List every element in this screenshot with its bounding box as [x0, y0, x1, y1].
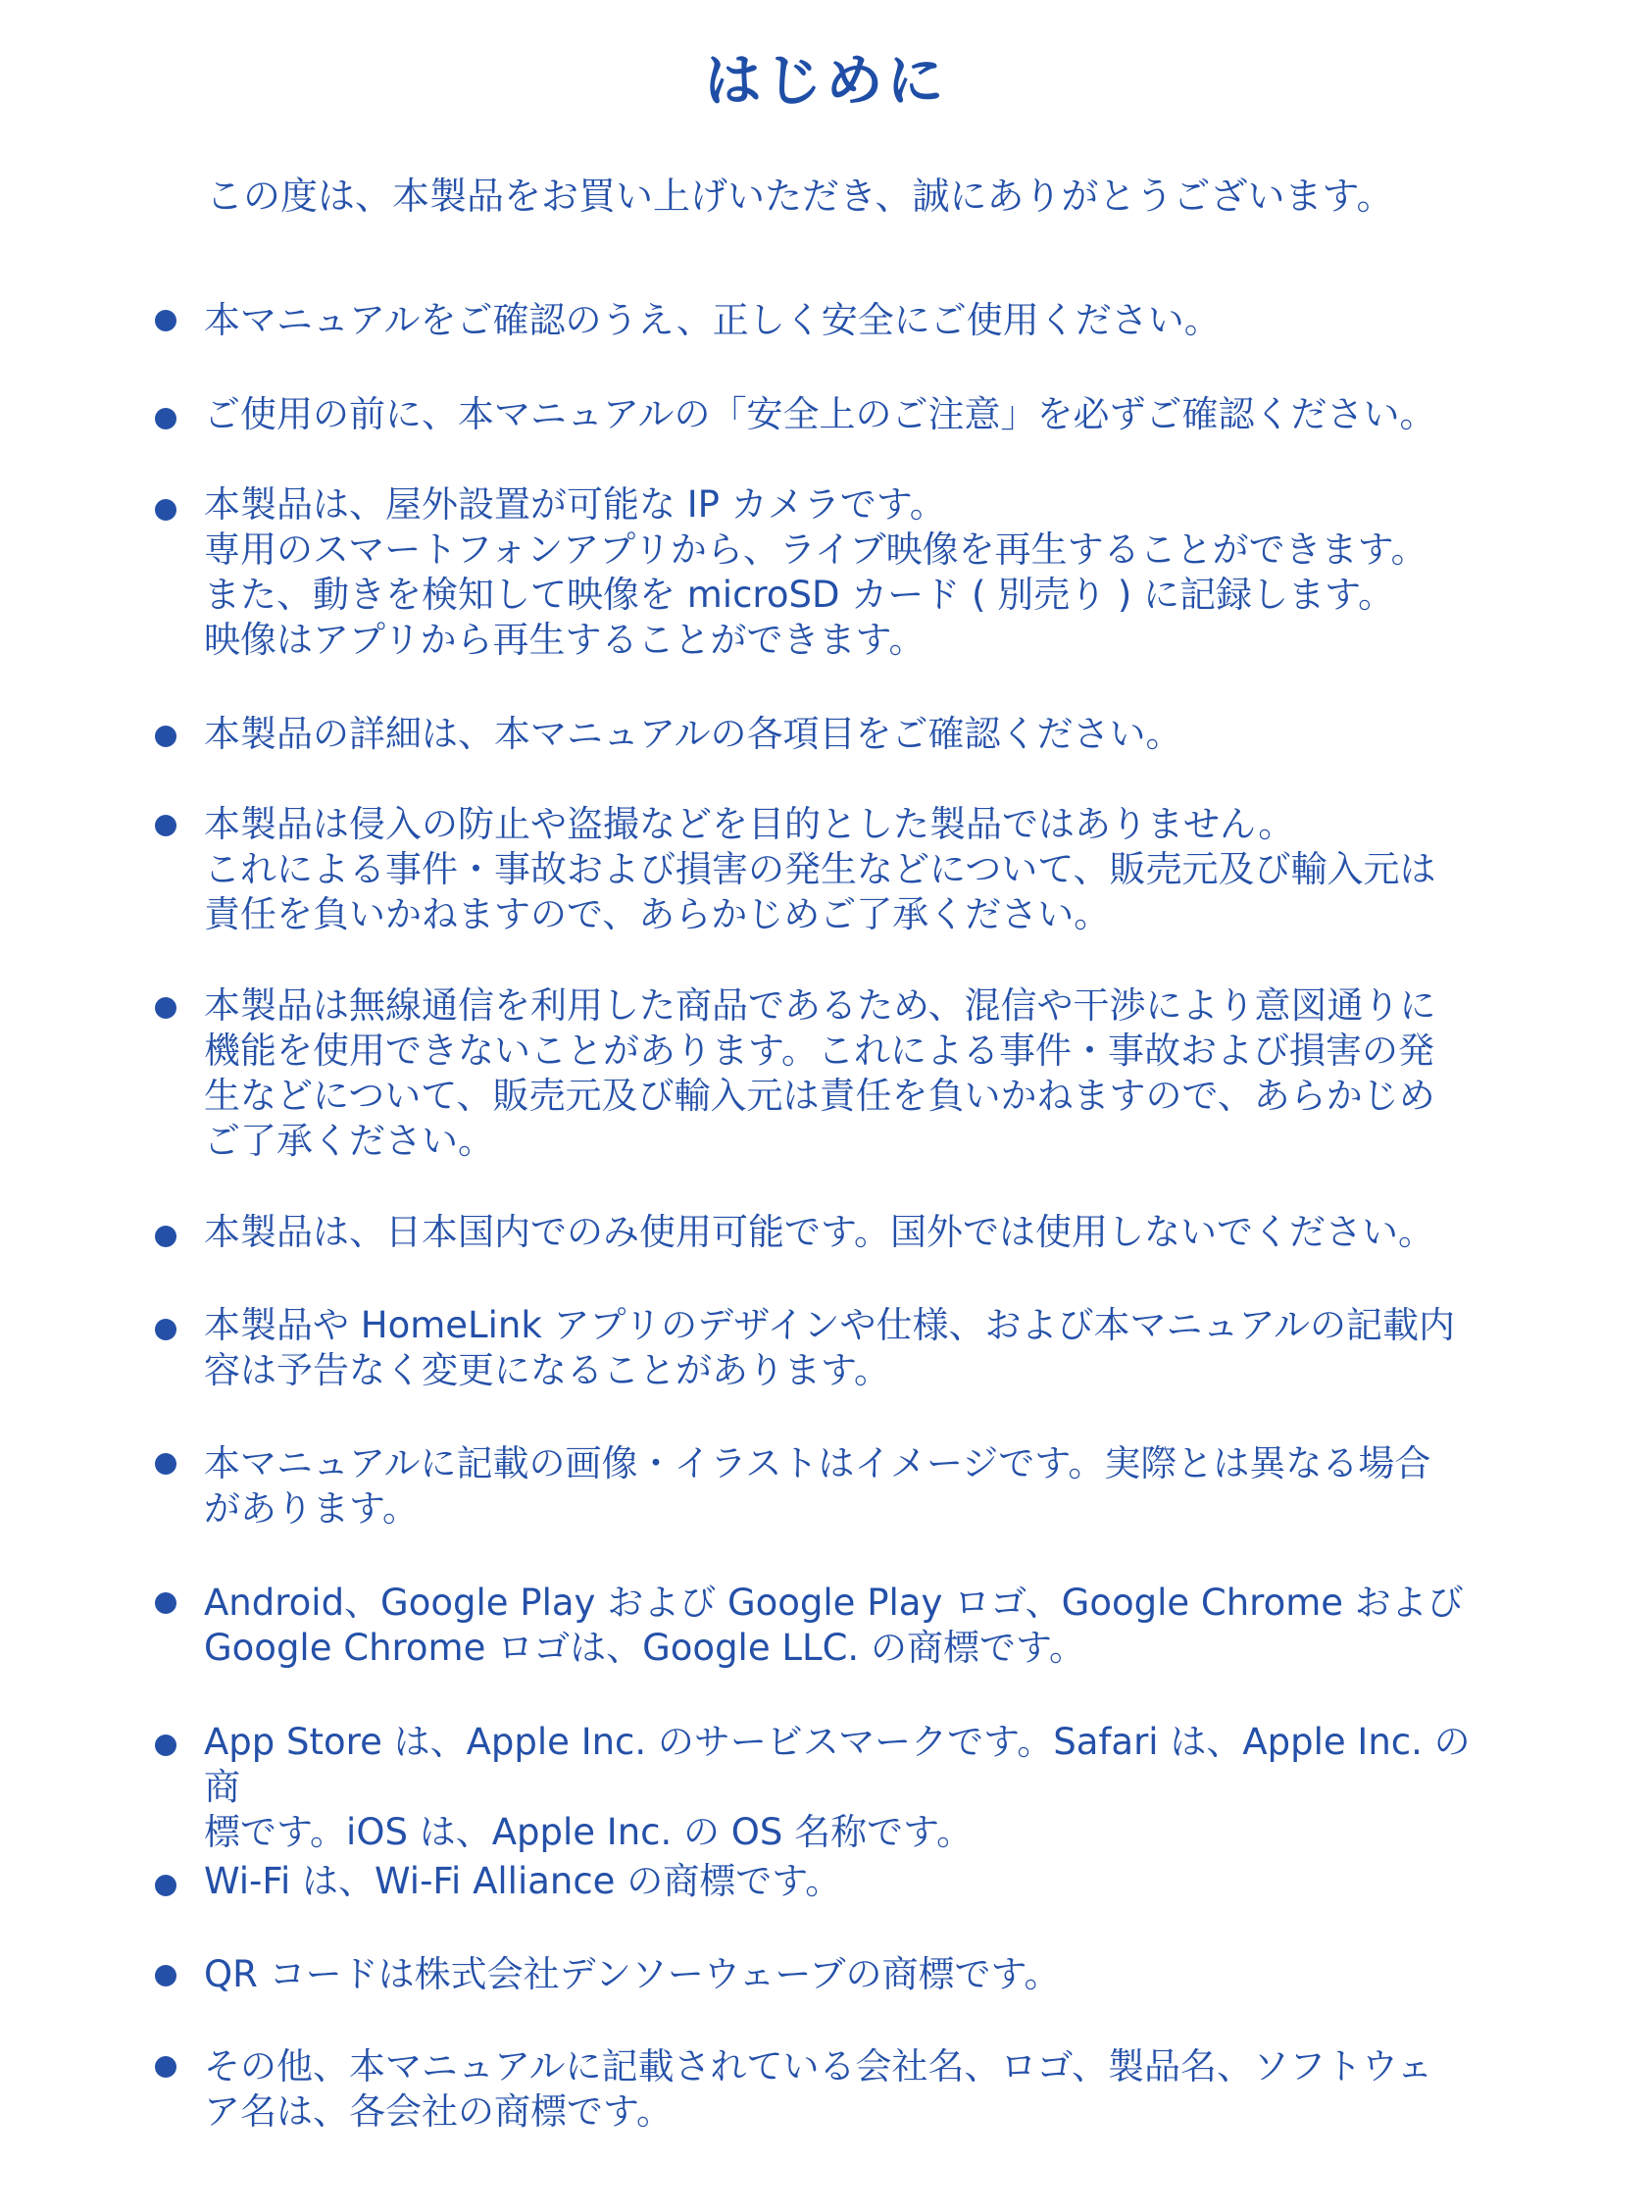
list-item-text: 本製品は侵入の防止や盗撮などを目的とした製品ではありません。 これによる事件・事故および損害の発生などについて、販売元及び輸入元は 責任を負いかねますので、あらかじめご了承ください。	[204, 803, 1436, 935]
list-item-text: ご使用の前に、本マニュアルの「安全上のご注意」を必ずご確認ください。	[204, 393, 1436, 435]
bullet-icon	[155, 310, 176, 331]
list-item-text: 本製品や HomeLink アプリのデザインや仕様、および本マニュアルの記載内 容は予告なく変更になることがあります。	[204, 1304, 1456, 1391]
bullet-icon	[155, 2056, 176, 2078]
bullet-icon	[155, 1734, 176, 1756]
list-item-text: 本マニュアルに記載の画像・イラストはイメージです。実際とは異なる場合 があります。	[204, 1442, 1431, 1530]
list-item-text: 本製品の詳細は、本マニュアルの各項目をご確認ください。	[204, 713, 1182, 755]
bullet-icon	[155, 726, 176, 747]
bullet-icon	[155, 1965, 176, 1986]
intro-text: この度は、本製品をお買い上げいただき、誠にありがとうございます。	[206, 175, 1394, 218]
list-item-text: 本製品は無線通信を利用した商品であるため、混信や干渉により意図通りに 機能を使用できないことがあります。これによる事件・事故および損害の発 生などについて、販売元及び輸入元は責任を負いかねますので、あらかじめ ご了承ください。	[204, 984, 1436, 1162]
bullet-icon	[155, 1875, 176, 1896]
bullet-icon	[155, 1226, 176, 1247]
bullet-icon	[155, 499, 176, 521]
bullet-icon	[155, 1592, 176, 1614]
list-item-text: 本製品は、日本国内でのみ使用可能です。国外では使用しないでください。	[204, 1211, 1435, 1253]
list-item-text: 本製品は、屋外設置が可能な IP カメラです。 専用のスマートフォンアプリから、ライブ映像を再生することができます。 また、動きを検知して映像を microSD カード ( 別売り ) に記録します。 映像はアプリから再生することができます。	[204, 483, 1427, 661]
bullet-icon	[155, 1453, 176, 1475]
bullet-icon	[155, 997, 176, 1019]
list-item-text: 本マニュアルをご確認のうえ、正しく安全にご使用ください。	[204, 299, 1221, 341]
list-item-text: Android、Google Play および Google Play ロゴ、Google Chrome および Google Chrome ロゴは、Google LLC. の商標です。	[204, 1582, 1464, 1669]
list-item-text: Wi-Fi は、Wi-Fi Alliance の商標です。	[204, 1860, 842, 1902]
page-title: はじめに	[704, 47, 948, 114]
list-item-text: App Store は、Apple Inc. のサービスマークです。Safari は、Apple Inc. の商 標です。iOS は、Apple Inc. の OS 名称です。	[204, 1721, 1471, 1853]
bullet-icon	[155, 408, 176, 429]
list-item-text: QR コードは株式会社デンソーウェーブの商標です。	[204, 1953, 1061, 1995]
list-item-text: その他、本マニュアルに記載されている会社名、ロゴ、製品名、ソフトウェ ア名は、各会社の商標です。	[204, 2045, 1433, 2133]
bullet-icon	[155, 1319, 176, 1340]
bullet-icon	[155, 815, 176, 836]
